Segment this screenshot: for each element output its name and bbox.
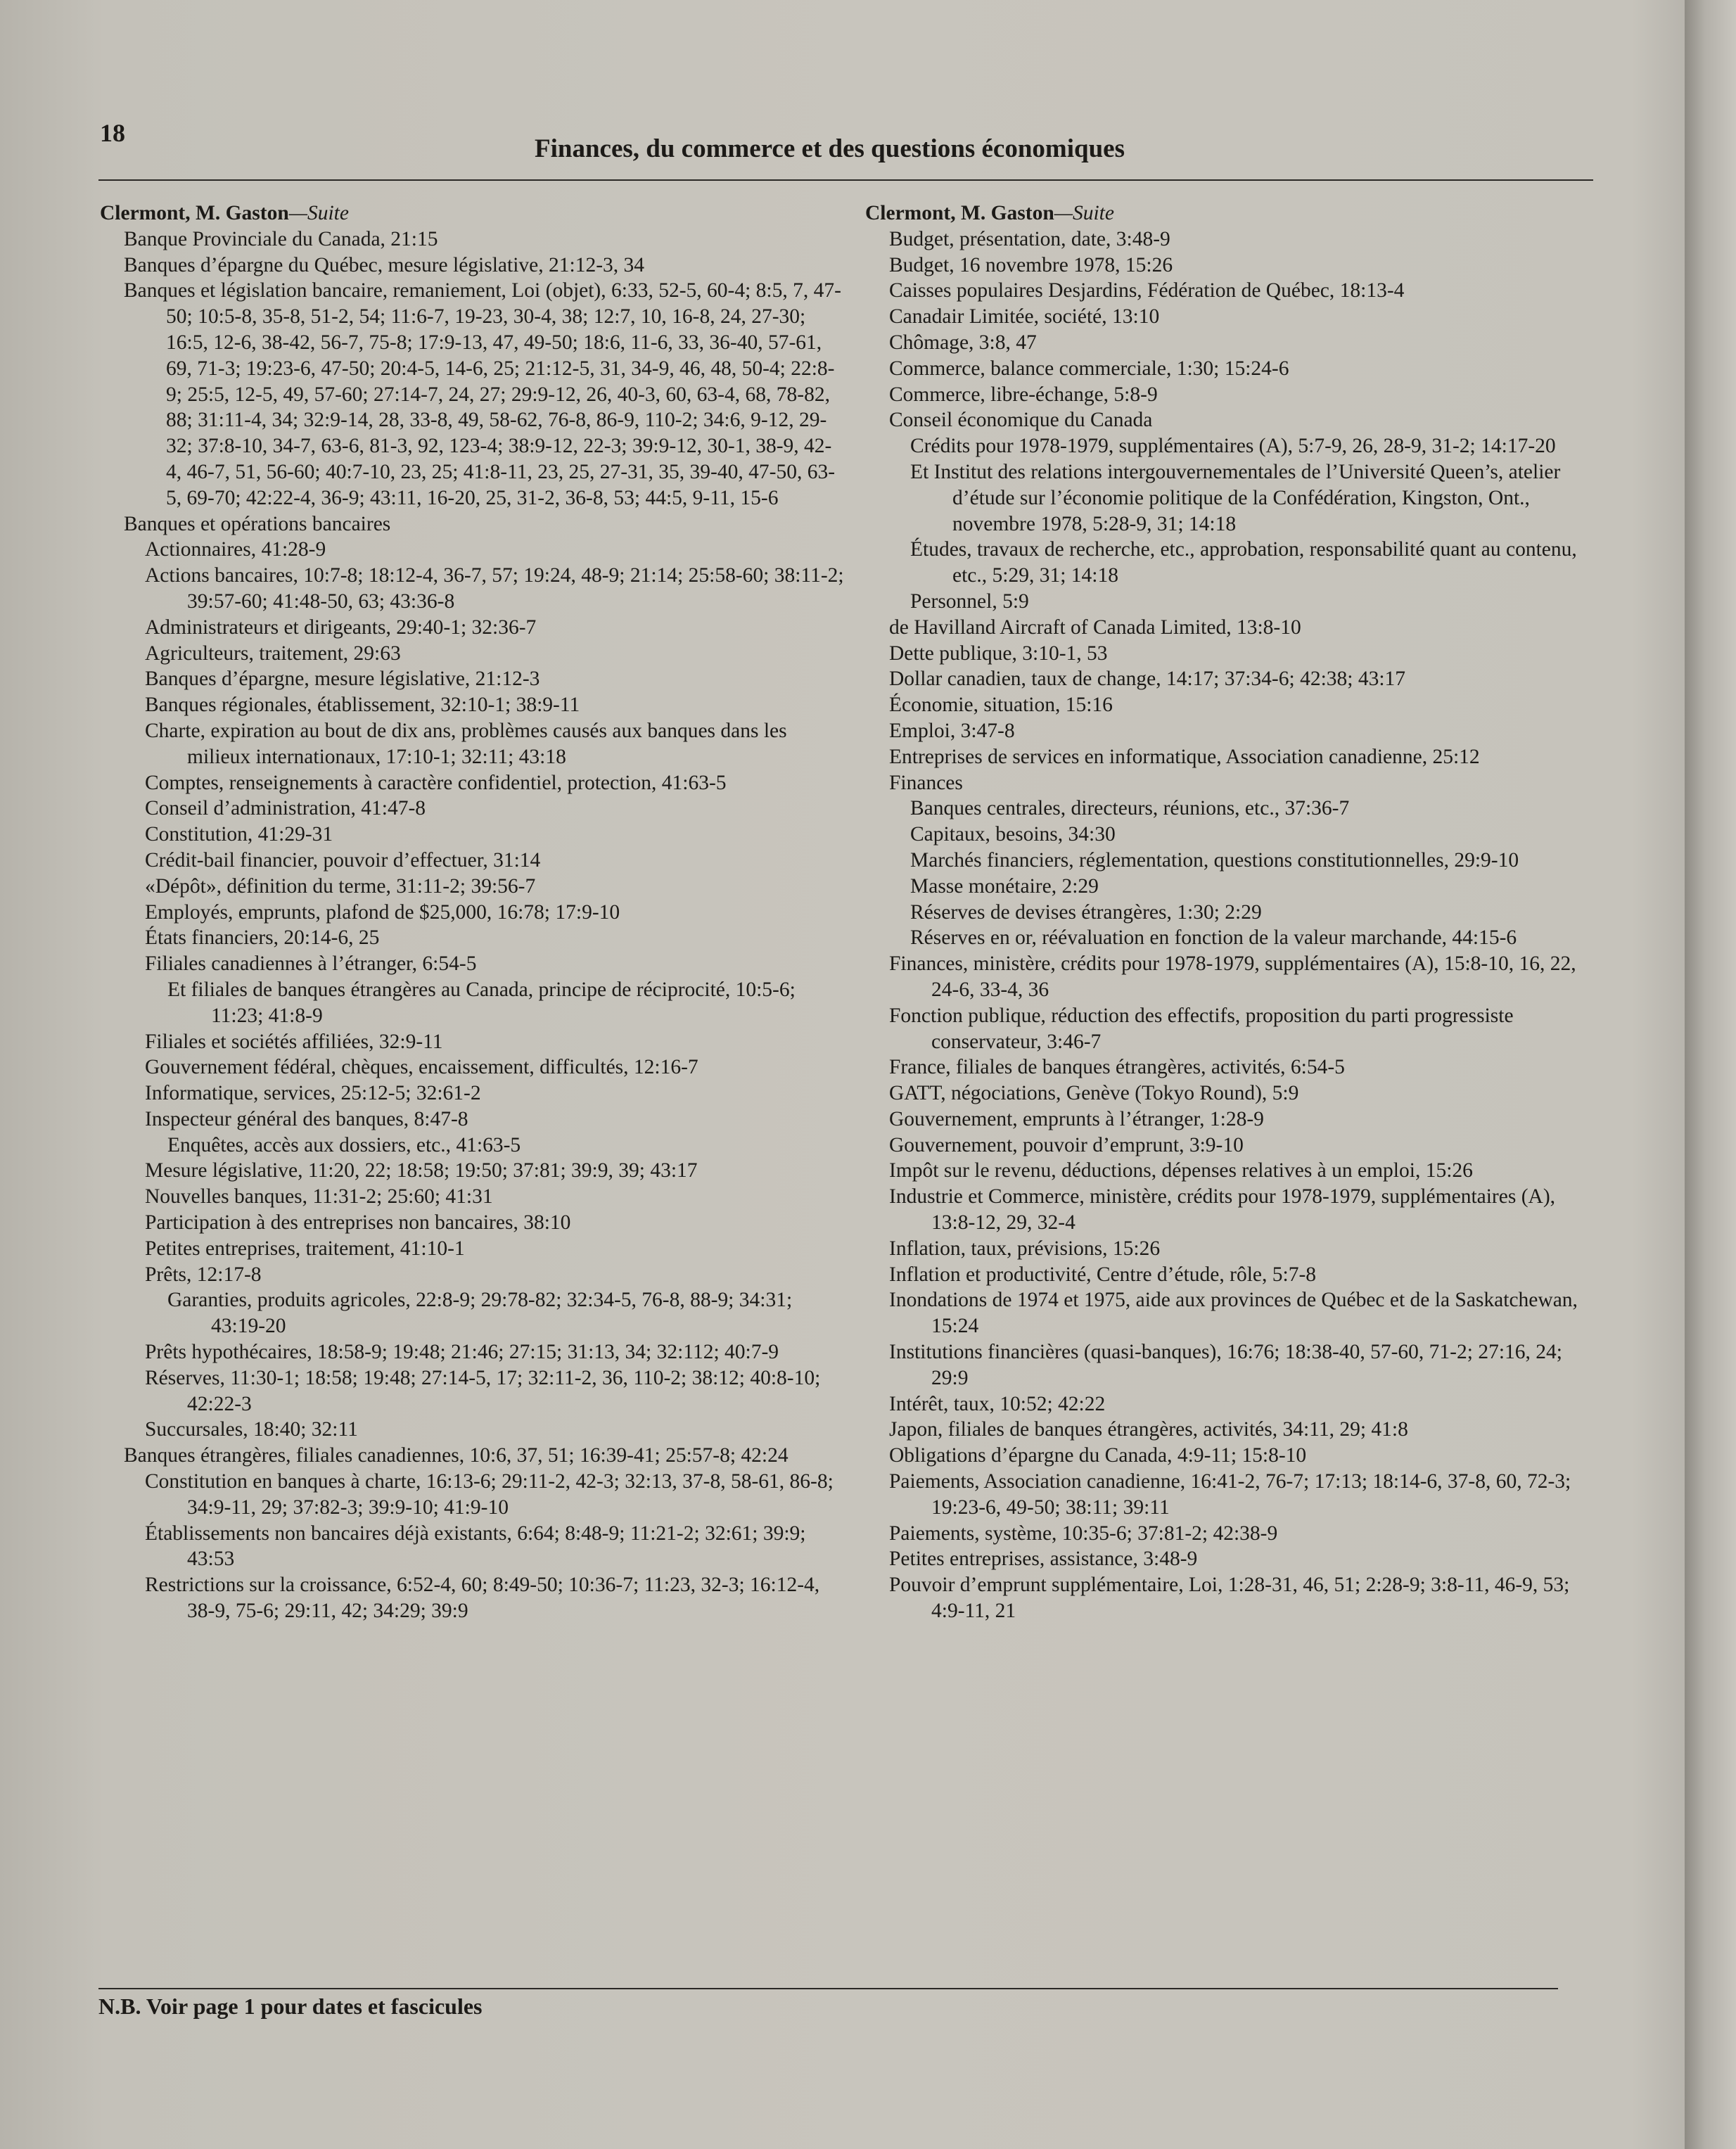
index-entry: Actions bancaires, 10:7-8; 18:12-4, 36-7, 57; 19:24, 48-9; 21:14; 25:58-60; 38:11-2; 39:57-60; 41:48-50, 63; 43:36-8 [145,564,844,613]
index-entry: Obligations d’épargne du Canada, 4:9-11; 15:8-10 [889,1444,1307,1467]
index-entry: Économie, situation, 15:16 [889,694,1113,717]
index-entry: Banques et législation bancaire, remaniement, Loi (objet), 6:33, 52-5, 60-4; 8:5, 7, 47-50; 10:5-8, 35-8, 51-2, 54; 11:6-7, 19-23, 30-4, 38; 12:7, 10, 16-8, 24, 27-30; 16:5, 12-6, 38-42, 56-7, 75-8; 17:9-13, 47, 49-50; 18:6, 11-6, 33, 36-40, 57-61, 69, 71-3; 19:23-6, 47-50; 20:4-5, 14-6, 25; 21:12-5, 31, 34-9, 46, 48, 50-4; 22:8-9; 25:5, 12-5, 49, 57-60; 27:14-7, 24, 27; 29:9-12, 26, 40-3, 60, 63-4, 68, 78-82, 88; 31:11-4, 34; 32:9-14, 28, 33-8, 49, 58-62, 76-8, 86-9, 110-2; 34:6, 9-12, 29-32; 37:8-10, 34-7, 63-6, 81-3, 92, 123-4; 38:9-12, 22-3; 39:9-12, 30-1, 38-9, 42-4, 46-7, 51, 56-60; 40:7-10, 23, 25; 41:8-11, 23, 25, 27-31, 35, 39-40, 47-50, 63-5, 69-70; 42:22-4, 36-9; 43:11, 16-20, 25, 31-2, 36-8, 53; 44:5, 9-11, 15-6 [124,279,841,509]
index-entry: Prêts hypothécaires, 18:58-9; 19:48; 21:46; 27:15; 31:13, 34; 32:112; 40:7-9 [145,1341,779,1364]
index-entry: Finances [889,771,963,794]
index-entry: Inspecteur général des banques, 8:47-8 [145,1107,468,1130]
index-entry: Crédits pour 1978-1979, supplémentaires (A), 5:7-9, 26, 28-9, 31-2; 14:17-20 [910,435,1556,458]
index-entry: Pouvoir d’emprunt supplémentaire, Loi, 1:28-31, 46, 51; 2:28-9; 3:8-11, 46-9, 53; 4:9-11, 21 [889,1574,1570,1623]
index-entry: Institutions financières (quasi-banques), 16:76; 18:38-40, 57-60, 71-2; 27:16, 24; 29:9 [889,1341,1562,1389]
index-entry: Petites entreprises, traitement, 41:10-1 [145,1237,465,1260]
index-entry: Informatique, services, 25:12-5; 32:61-2 [145,1082,481,1105]
index-entry: Gouvernement, pouvoir d’emprunt, 3:9-10 [889,1133,1244,1156]
index-entry: Réserves en or, réévaluation en fonction de la valeur marchande, 44:15-6 [910,926,1517,950]
index-entry: Canadair Limitée, société, 13:10 [889,305,1160,329]
index-entry: Banque Provinciale du Canada, 21:15 [124,227,438,250]
index-entry: Banques centrales, directeurs, réunions, etc., 37:36-7 [910,797,1350,820]
index-entry: Et Institut des relations intergouvernementales de l’Université Queen’s, atelier d’étude sur l’économie politique de la Confédération, Kingston, Ont., novembre 1978, 5:28-9, 31; 14:18 [910,460,1561,535]
index-entry: Banques et opérations bancaires [124,512,391,535]
index-entry: Intérêt, taux, 10:52; 42:22 [889,1392,1106,1415]
index-entry: Dollar canadien, taux de change, 14:17; 37:34-6; 42:38; 43:17 [889,668,1406,691]
index-entry: Prêts, 12:17-8 [145,1263,262,1286]
index-entry: Banques d’épargne du Québec, mesure législative, 21:12-3, 34 [124,253,645,276]
running-title: Finances, du commerce et des questions économiques [535,134,1125,163]
index-entry: Réserves, 11:30-1; 18:58; 19:48; 27:14-5, 17; 32:11-2, 36, 110-2; 38:12; 40:8-10; 42:22-3 [145,1366,821,1415]
index-entry: Commerce, libre-échange, 5:8-9 [889,383,1158,406]
index-entry: Conseil d’administration, 41:47-8 [145,797,426,820]
index-heading [865,200,1590,227]
index-entry: États financiers, 20:14-6, 25 [145,926,380,950]
index-entry: Participation à des entreprises non bancaires, 38:10 [145,1211,571,1235]
index-entry: Filiales canadiennes à l’étranger, 6:54-5 [145,952,477,976]
index-entry: Masse monétaire, 2:29 [910,874,1099,898]
index-entry: Chômage, 3:8, 47 [889,331,1037,354]
index-entry: Crédit-bail financier, pouvoir d’effectuer, 31:14 [145,848,541,872]
index-entry: Industrie et Commerce, ministère, crédits pour 1978-1979, supplémentaires (A), 13:8-12, 29, 32-4 [889,1185,1556,1235]
index-entry: Charte, expiration au bout de dix ans, problèmes causés aux banques dans les milieux internationaux, 17:10-1; 32:11; 43:18 [145,719,787,768]
index-entry: Dette publique, 3:10-1, 53 [889,642,1108,665]
index-entry: Administrateurs et dirigeants, 29:40-1; 32:36-7 [145,616,537,639]
footer-note: N.B. Voir page 1 pour dates et fascicules [98,1994,483,2019]
left-column [100,200,845,1624]
index-entry: Conseil économique du Canada [889,409,1153,432]
index-entry: Filiales et sociétés affiliées, 32:9-11 [145,1030,443,1053]
heading-name: Clermont, M. Gaston [865,202,1054,224]
index-entry: Actionnaires, 41:28-9 [145,538,326,561]
page-number: 18 [100,119,125,147]
page-edge [1685,0,1736,2149]
footer-rule [98,1988,1558,1989]
index-entry: Enquêtes, accès aux dossiers, etc., 41:63-5 [167,1133,521,1156]
index-entry: Réserves de devises étrangères, 1:30; 2:29 [910,900,1262,924]
index-entry: Comptes, renseignements à caractère confidentiel, protection, 41:63-5 [145,771,727,794]
index-entry: Et filiales de banques étrangères au Canada, principe de réciprocité, 10:5-6; 11:23; 41:8-9 [167,978,796,1027]
index-entry: «Dépôt», définition du terme, 31:11-2; 39:56-7 [145,874,536,898]
index-entry: Inflation, taux, prévisions, 15:26 [889,1237,1161,1260]
index-entry: Paiements, Association canadienne, 16:41-2, 76-7; 17:13; 18:14-6, 37-8, 60, 72-3; 19:23-6, 49-50; 38:11; 39:11 [889,1470,1571,1519]
index-entry: Inondations de 1974 et 1975, aide aux provinces de Québec et de la Saskatchewan, 15:24 [889,1289,1578,1338]
index-entry: Gouvernement fédéral, chèques, encaissement, difficultés, 12:16-7 [145,1056,698,1079]
index-entry: Mesure législative, 11:20, 22; 18:58; 19:50; 37:81; 39:9, 39; 43:17 [145,1159,698,1182]
index-entry: Budget, 16 novembre 1978, 15:26 [889,253,1173,276]
index-entry: Budget, présentation, date, 3:48-9 [889,227,1170,250]
index-entry: Restrictions sur la croissance, 6:52-4, 60; 8:49-50; 10:36-7; 11:23, 32-3; 16:12-4, 38-9, 75-6; 29:11, 42; 34:29; 39:9 [145,1574,820,1623]
index-entry: Petites entreprises, assistance, 3:48-9 [889,1548,1198,1571]
index-entry: Employés, emprunts, plafond de $25,000, 16:78; 17:9-10 [145,900,620,924]
right-column [865,200,1590,1624]
index-entry: Commerce, balance commerciale, 1:30; 15:24-6 [889,357,1289,380]
index-entry: Impôt sur le revenu, déductions, dépenses relatives à un emploi, 15:26 [889,1159,1473,1182]
index-entry: de Havilland Aircraft of Canada Limited, 13:8-10 [889,616,1301,639]
index-entry: Personnel, 5:9 [910,589,1029,613]
index-entry: GATT, négociations, Genève (Tokyo Round), 5:9 [889,1082,1299,1105]
heading-name: Clermont, M. Gaston [100,202,289,224]
index-entry: Succursales, 18:40; 32:11 [145,1418,358,1441]
index-heading [100,200,845,227]
index-entry: Marchés financiers, réglementation, questions constitutionnelles, 29:9-10 [910,848,1519,872]
index-entry: Emploi, 3:47-8 [889,719,1015,742]
index-entry: Gouvernement, emprunts à l’étranger, 1:28-9 [889,1107,1264,1130]
heading-suffix: —Suite [1054,202,1114,224]
index-entry: Nouvelles banques, 11:31-2; 25:60; 41:31 [145,1185,493,1209]
index-entry: Fonction publique, réduction des effectifs, proposition du parti progressiste conservateur, 3:46-7 [889,1004,1514,1053]
index-entry: Constitution, 41:29-31 [145,823,333,846]
index-entry: Banques d’épargne, mesure législative, 21:12-3 [145,668,540,691]
index-entry: Constitution en banques à charte, 16:13-6; 29:11-2, 42-3; 32:13, 37-8, 58-61, 86-8; 34:9-11, 29; 37:82-3; 39:9-10; 41:9-10 [145,1470,834,1519]
index-entry: Agriculteurs, traitement, 29:63 [145,642,401,665]
index-entry: Établissements non bancaires déjà existants, 6:64; 8:48-9; 11:21-2; 32:61; 39:9; 43:53 [145,1522,806,1571]
header-rule [98,179,1593,181]
index-entry: Garanties, produits agricoles, 22:8-9; 29:78-82; 32:34-5, 76-8, 88-9; 34:31; 43:19-20 [167,1289,793,1338]
index-entry: Finances, ministère, crédits pour 1978-1979, supplémentaires (A), 15:8-10, 16, 22, 24-6, 33-4, 36 [889,952,1576,1001]
index-entry: Banques étrangères, filiales canadiennes, 10:6, 37, 51; 16:39-41; 25:57-8; 42:24 [124,1444,789,1467]
index-entry: Caisses populaires Desjardins, Fédération de Québec, 18:13-4 [889,279,1405,302]
index-entry: Paiements, système, 10:35-6; 37:81-2; 42:38-9 [889,1522,1278,1545]
index-entry: Banques régionales, établissement, 32:10-1; 38:9-11 [145,694,580,717]
index-entry: Inflation et productivité, Centre d’étude, rôle, 5:7-8 [889,1263,1317,1286]
index-entry: Études, travaux de recherche, etc., approbation, responsabilité quant au contenu, etc., 5:29, 31; 14:18 [910,538,1577,587]
heading-suffix: —Suite [288,202,349,224]
index-entry: France, filiales de banques étrangères, activités, 6:54-5 [889,1056,1345,1079]
index-entry: Capitaux, besoins, 34:30 [910,823,1116,846]
index-entry: Japon, filiales de banques étrangères, activités, 34:11, 29; 41:8 [889,1418,1408,1441]
index-entry: Entreprises de services en informatique, Association canadienne, 25:12 [889,745,1480,768]
